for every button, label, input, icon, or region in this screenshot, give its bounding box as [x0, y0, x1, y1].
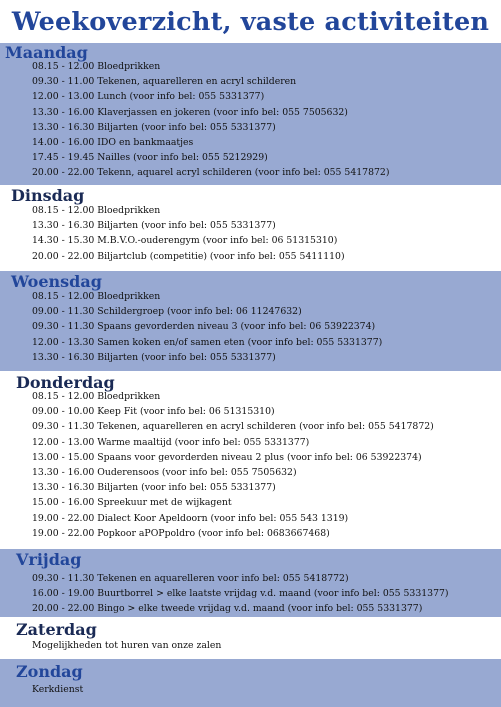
day-section-dinsdag: [0, 185, 501, 271]
activity-entry: 08.15 - 12.00 Bloedprikken: [32, 291, 161, 302]
activity-entry: 13.30 - 16.30 Biljarten (voor info bel: 055 5331377): [32, 351, 276, 363]
activity-entry: 19.00 - 22.00 Popkoor aPOPpoldro (voor info bel: 0683667468): [32, 527, 330, 539]
day-heading: Zondag: [16, 662, 83, 681]
activity-entry: 12.00 - 13.30 Samen koken en/of samen eten (voor info bel: 055 5331377): [32, 336, 383, 348]
day-heading: Maandag: [5, 43, 88, 62]
activity-entry: Kerkdienst: [32, 684, 84, 695]
day-section-maandag: [0, 43, 501, 185]
activity-entry: 13.30 - 16.30 Biljarten (voor info bel: 055 5331377): [32, 220, 276, 232]
day-section-zondag: [0, 659, 501, 707]
activity-entry: 17.45 - 19.45 Nailles (voor info bel: 055 5212929): [32, 152, 268, 164]
activity-entry: 20.00 - 22.00 Tekenn, aquarel acryl schilderen (voor info bel: 055 5417872): [32, 167, 390, 179]
activity-entry: 13.30 - 16.30 Biljarten (voor info bel: 055 5331377): [32, 121, 276, 133]
activity-entry: 14.00 - 16.00 IDO en bankmaatjes: [32, 137, 194, 148]
activity-entry: 09.30 - 11.00 Tekenen, aquarelleren en acryl schilderen: [32, 76, 297, 88]
activity-entry: 09.00 - 10.00 Keep Fit (voor info bel: 06 51315310): [32, 406, 275, 418]
activity-entry: 13.30 - 16.30 Biljarten (voor info bel: 055 5331377): [32, 482, 276, 494]
activity-entry: 08.15 - 12.00 Bloedprikken: [32, 61, 161, 72]
activity-entry: 08.15 - 12.00 Bloedprikken: [32, 391, 161, 402]
activity-entry: 16.00 - 19.00 Buurtborrel > elke laatste vrijdag v.d. maand (voor info bel: 055 5331377): [32, 588, 449, 600]
activity-entry: Mogelijkheden tot huren van onze zalen: [32, 640, 222, 651]
activity-entry: 08.15 - 12.00 Bloedprikken: [32, 205, 161, 216]
day-section-vrijdag: [0, 549, 501, 617]
day-section-zaterdag: [0, 617, 501, 659]
activity-entry: 12.00 - 13.00 Warme maaltijd (voor info bel: 055 5331377): [32, 436, 310, 448]
activity-entry: 09.00 - 11.30 Schildergroep (voor info bel: 06 11247632): [32, 306, 302, 318]
day-heading: Vrijdag: [16, 550, 82, 569]
page-title: Weekoverzicht, vaste activiteiten: [11, 7, 490, 37]
day-heading: Dinsdag: [11, 186, 85, 205]
activity-entry: 20.00 - 22.00 Biljartclub (competitie) (voor info bel: 055 5411110): [32, 250, 345, 262]
activity-entry: 12.00 - 13.00 Lunch (voor info bel: 055 5331377): [32, 91, 265, 103]
activity-entry: 09.30 - 11.30 Tekenen en aquarelleren voor info bel: 055 5418772): [32, 573, 349, 584]
activity-entry: 13.30 - 16.00 Ouderensoos (voor info bel: 055 7505632): [32, 467, 297, 478]
activity-entry: 13.00 - 15.00 Spaans voor gevorderden niveau 2 plus (voor info bel: 06 53922374): [32, 451, 422, 463]
activity-entry: 19.00 - 22.00 Dialect Koor Apeldoorn (voor info bel: 055 543 1319): [32, 512, 349, 524]
activity-entry: 09.30 - 11.30 Tekenen, aquarelleren en acryl schilderen (voor info bel: 055 5417872): [32, 421, 434, 433]
activity-entry: 13.30 - 16.00 Klaverjassen en jokeren (voor info bel: 055 7505632): [32, 106, 348, 118]
activity-entry: 20.00 - 22.00 Bingo > elke tweede vrijdag v.d. maand (voor info bel: 055 5331377): [32, 603, 423, 615]
day-section-woensdag: [0, 271, 501, 371]
day-heading: Woensdag: [11, 272, 102, 291]
day-heading: Zaterdag: [16, 620, 97, 639]
activity-entry: 09.30 - 11.30 Spaans gevorderden niveau 3 (voor info bel: 06 53922374): [32, 321, 376, 333]
day-heading: Donderdag: [16, 373, 115, 392]
activity-entry: 14.30 - 15.30 M.B.V.O.-ouderengym (voor info bel: 06 51315310): [32, 235, 338, 247]
day-section-donderdag: [0, 371, 501, 549]
activity-entry: 15.00 - 16.00 Spreekuur met de wijkagent: [32, 497, 232, 509]
